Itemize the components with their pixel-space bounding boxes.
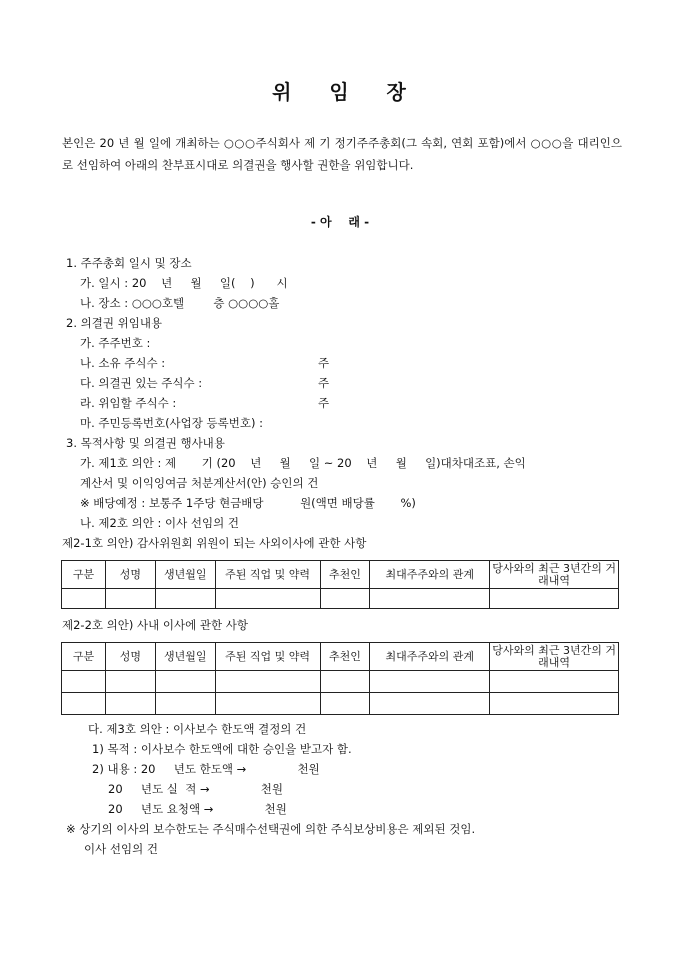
outside-director-table [61, 560, 619, 609]
table-row [62, 671, 619, 693]
agenda-3-purpose: 1) 목적 : 이사보수 한도액에 대한 승인을 받고자 함. [92, 742, 352, 756]
header-recommender: 추천인 [320, 643, 370, 671]
table-row [62, 693, 619, 715]
shareholder-number-line: 가. 주주번호 : [80, 336, 151, 350]
meeting-place-line: 나. 장소 : ○○○호텔 층 ○○○○홀 [80, 296, 280, 310]
inside-director-table [61, 642, 619, 715]
delegated-shares-unit: 주 [318, 396, 330, 410]
agenda-1-continued: 계산서 및 이익잉여금 처분계산서(안) 승인의 건 [80, 476, 319, 490]
table-header-row [62, 561, 619, 589]
agenda-2-line: 나. 제2호 의안 : 이사 선임의 건 [80, 516, 239, 530]
agenda-3-content: 2) 내용 : 20 년도 한도액 → 천원 [92, 762, 320, 776]
section-2-heading: 2. 의결권 위임내용 [66, 316, 163, 330]
header-career: 주된 직업 및 약력 [215, 561, 320, 589]
header-transactions: 당사와의 최근 3년간의 거래내역 [490, 561, 619, 589]
header-name: 성명 [105, 561, 155, 589]
header-name: 성명 [105, 643, 155, 671]
agenda-3-requested: 20 년도 요청액 → 천원 [108, 802, 287, 816]
agenda-1-line: 가. 제1호 의안 : 제 기 (20 년 월 일 ~ 20 년 월 일)대차대조표, 손익 [80, 456, 526, 470]
header-transactions: 당사와의 최근 3년간의 거래내역 [490, 643, 619, 671]
header-recommender: 추천인 [320, 561, 370, 589]
table-header-row [62, 643, 619, 671]
meeting-date-line: 가. 일시 : 20 년 월 일( ) 시 [80, 276, 288, 290]
agenda-3-actual: 20 년도 실 적 → 천원 [108, 782, 283, 796]
remuneration-note: ※ 상기의 이사의 보수한도는 주식매수선택권에 의한 주식보상비용은 제외된 것임. [66, 822, 476, 836]
intro-paragraph: 본인은 20 년 월 일에 개최하는 ○○○주식회사 제 기 정기주주총회(그 속회, 연회 포함)에서 ○○○을 대리인으로 선임하여 아래의 찬부표시대로 의결권을 행사할 권한을 위임합니다. [62, 136, 622, 172]
header-birthdate: 생년월일 [155, 643, 215, 671]
table-row [62, 589, 619, 609]
director-election-line: 이사 선임의 건 [84, 842, 158, 856]
document-title: 위 임 장 [272, 80, 408, 104]
agenda-3-line: 다. 제3호 의안 : 이사보수 한도액 결정의 건 [88, 722, 307, 736]
table-2-caption: 제2-2호 의안) 사내 이사에 관한 사항 [62, 618, 248, 632]
table-1-caption: 제2-1호 의안) 감사위원회 위원이 되는 사외이사에 관한 사항 [62, 536, 367, 550]
registration-number-line: 마. 주민등록번호(사업장 등록번호) : [80, 416, 263, 430]
owned-shares-unit: 주 [318, 356, 330, 370]
header-category: 구분 [62, 561, 106, 589]
voting-shares-line: 다. 의결권 있는 주식수 : [80, 376, 203, 390]
header-birthdate: 생년월일 [155, 561, 215, 589]
voting-shares-unit: 주 [318, 376, 330, 390]
header-category: 구분 [62, 643, 106, 671]
section-subtitle: - 아 래 - [310, 215, 370, 229]
owned-shares-line: 나. 소유 주식수 : [80, 356, 166, 370]
header-relation: 최대주주와의 관계 [370, 561, 490, 589]
section-1-heading: 1. 주주총회 일시 및 장소 [66, 256, 192, 270]
header-relation: 최대주주와의 관계 [370, 643, 490, 671]
dividend-note: ※ 배당예정 : 보통주 1주당 현금배당 원(액면 배당률 %) [80, 496, 416, 510]
header-career: 주된 직업 및 약력 [215, 643, 320, 671]
delegated-shares-line: 라. 위임할 주식수 : [80, 396, 177, 410]
section-3-heading: 3. 목적사항 및 의결권 행사내용 [66, 436, 225, 450]
